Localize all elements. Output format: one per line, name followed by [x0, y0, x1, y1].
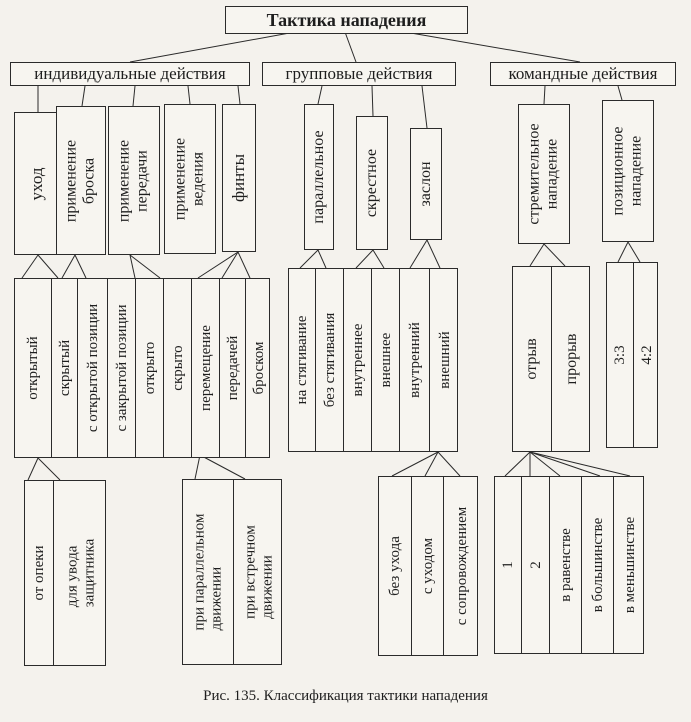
- category-individual-label: индивидуальные действия: [34, 64, 226, 83]
- group-action-label: заслон: [416, 161, 434, 207]
- individual-type-cell: скрытый: [56, 339, 73, 397]
- individual-action-label: финты: [229, 153, 249, 203]
- individual-type-cell: скрыто: [169, 345, 186, 391]
- figure-caption: Рис. 135. Классификация тактики нападения: [203, 688, 488, 704]
- group-sub-cell: с сопровождением: [453, 506, 470, 626]
- category-group-label: групповые действия: [285, 64, 433, 83]
- category-individual: [10, 62, 250, 86]
- individual-type-cell: с открытой позиции: [84, 303, 101, 433]
- team-formation-cell: 3:3: [611, 345, 628, 365]
- diagram-title: Тактика нападения: [266, 9, 427, 30]
- individual-action-feints: [222, 104, 256, 252]
- team-sub-cell: 1: [499, 561, 516, 569]
- team-formations-table: [606, 262, 658, 448]
- move-sub-cell: при параллельном движении: [191, 513, 224, 631]
- diagram-title-box: [225, 6, 468, 34]
- team-sub-cell: в равенстве: [557, 528, 574, 602]
- group-type-cell: на стягивание: [293, 315, 310, 405]
- individual-type-cell: открытый: [24, 336, 41, 400]
- team-type-cell: отрыв: [523, 338, 541, 380]
- individual-action-label: применение ведения: [171, 137, 207, 221]
- individual-type-cell: перемещение: [197, 325, 214, 411]
- team-sub-table: [494, 476, 644, 654]
- team-action-label: стремительное нападение: [525, 123, 561, 225]
- individual-action-pass: [108, 106, 160, 255]
- team-types-table: [512, 266, 590, 452]
- individual-action-uhod: [14, 112, 60, 255]
- individual-action-label: применение передачи: [115, 139, 151, 222]
- individual-action-dribble: [164, 104, 216, 254]
- group-sub-table: [378, 476, 478, 656]
- group-type-cell: внешний: [436, 331, 453, 389]
- category-team: [490, 62, 676, 86]
- group-action-label: параллельное: [309, 130, 327, 224]
- individual-action-label: применение броска: [62, 139, 98, 222]
- group-action-parallel: [304, 104, 334, 250]
- group-types-table: [288, 268, 458, 452]
- uhod-sub-cell: от опеки: [30, 545, 47, 601]
- uhod-sub-table: [24, 480, 106, 666]
- individual-action-label: уход: [27, 166, 47, 201]
- group-sub-cell: с уходом: [419, 537, 436, 595]
- group-action-label: скрестное: [362, 148, 380, 218]
- individual-type-cell: с закрытой позиции: [113, 304, 130, 432]
- group-action-cross: [356, 116, 388, 250]
- individual-types-table: [14, 278, 270, 458]
- individual-type-cell: открыто: [141, 341, 158, 395]
- team-sub-cell: в меньшинстве: [621, 516, 638, 614]
- group-sub-cell: без ухода: [386, 536, 403, 596]
- individual-type-cell: броском: [250, 341, 267, 395]
- individual-type-cell: передачей: [224, 335, 241, 401]
- team-action-fast: [518, 104, 570, 244]
- group-action-screen: [410, 128, 442, 240]
- team-sub-cell: в большинстве: [589, 517, 606, 613]
- move-sub-cell: при встречном движении: [242, 525, 275, 619]
- individual-action-throw: [56, 106, 106, 255]
- group-type-cell: без стягивания: [321, 312, 338, 408]
- team-action-positional: [602, 100, 654, 242]
- category-group: [262, 62, 456, 86]
- uhod-sub-cell: для увода защитника: [64, 538, 97, 608]
- team-sub-cell: 2: [527, 561, 544, 569]
- team-action-label: позиционное нападение: [609, 126, 645, 216]
- group-type-cell: внутреннее: [349, 323, 366, 397]
- team-formation-cell: 4:2: [638, 345, 655, 365]
- group-type-cell: внутренний: [406, 322, 423, 398]
- move-sub-table: [182, 479, 282, 665]
- team-type-cell: прорыв: [562, 333, 580, 385]
- group-type-cell: внешнее: [377, 332, 394, 388]
- category-team-label: командные действия: [508, 64, 658, 83]
